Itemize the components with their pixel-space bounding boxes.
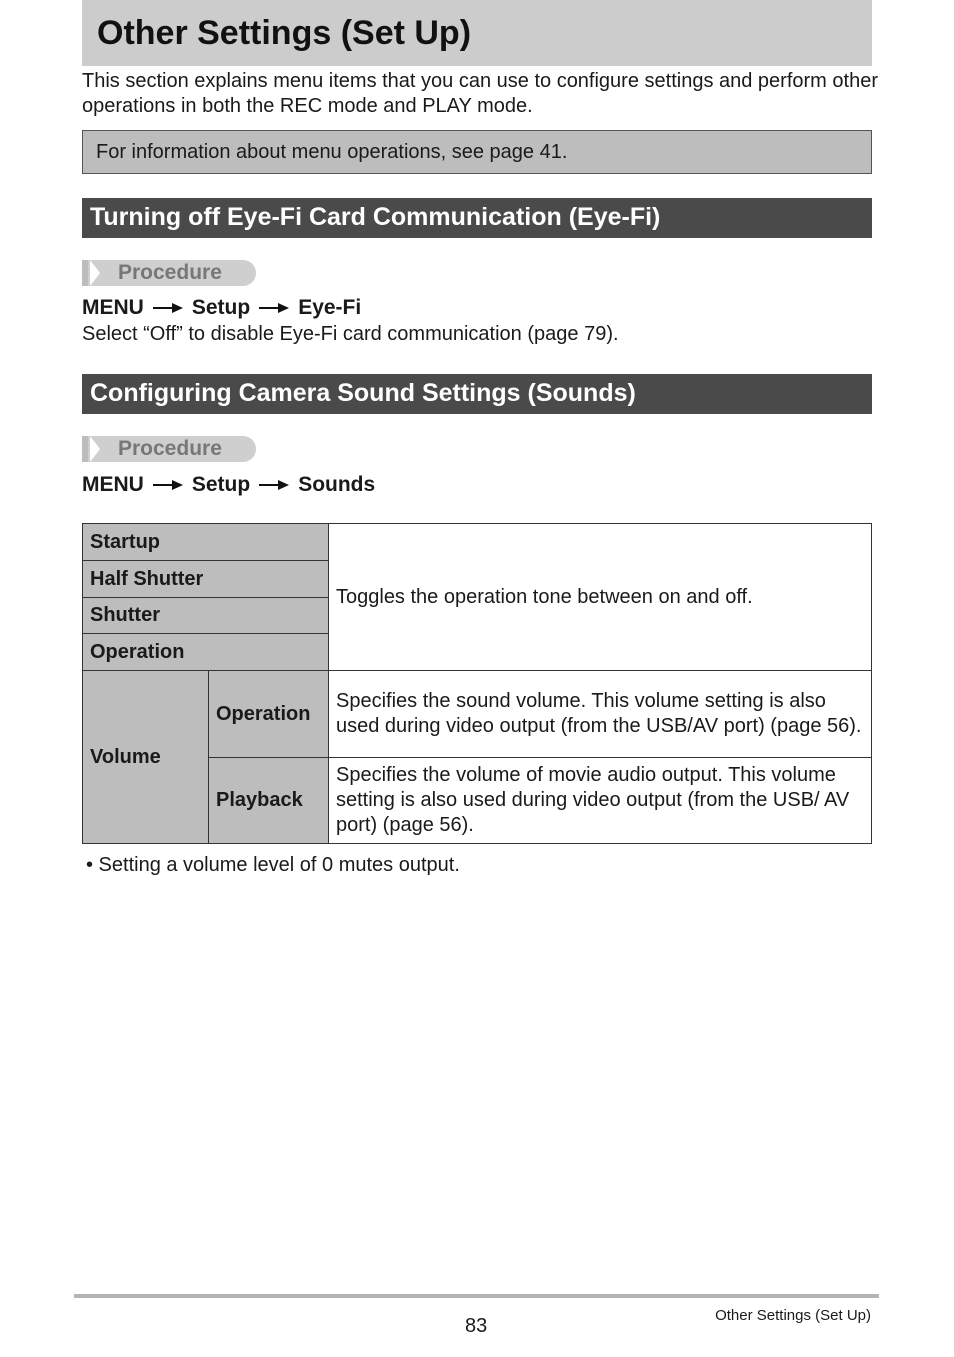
row-header: Volume xyxy=(83,671,209,844)
row-header: Startup xyxy=(83,524,329,561)
arrow-right-icon xyxy=(259,479,289,491)
eye-fi-description: Select “Off” to disable Eye-Fi card communication (page 79). xyxy=(82,323,619,345)
row-header: Shutter xyxy=(83,598,329,634)
table-row xyxy=(83,671,872,758)
row-description: Specifies the volume of movie audio output. This volume setting is also used during video output (from the USB/ AV port) (page 56). xyxy=(329,758,872,844)
procedure-label: Procedure xyxy=(118,261,222,284)
info-box xyxy=(82,130,872,174)
row-description: Toggles the operation tone between on and off. xyxy=(329,524,872,671)
footer-divider xyxy=(74,1294,879,1298)
path-step: Setup xyxy=(191,296,251,319)
intro-paragraph: This section explains menu items that you can use to configure settings and perform other operations in both the REC mode and PLAY mode. xyxy=(82,70,878,117)
note-bullet: • Setting a volume level of 0 mutes output. xyxy=(86,854,460,876)
menu-path-eye-fi xyxy=(82,296,361,320)
row-description: Specifies the sound volume. This volume setting is also used during video output (from the USB/AV port) (page 56). xyxy=(329,671,872,758)
arrow-right-icon xyxy=(153,302,183,314)
row-subheader: Playback xyxy=(209,758,329,844)
path-step: Eye-Fi xyxy=(298,296,362,319)
info-box-text: For information about menu operations, see page 41. xyxy=(96,141,568,163)
procedure-tag xyxy=(82,260,256,286)
row-header: Half Shutter xyxy=(83,561,329,598)
page-number: 83 xyxy=(465,1315,488,1337)
section-heading-text: Turning off Eye-Fi Card Communication (Eye-Fi) xyxy=(90,203,661,231)
page-title: Other Settings (Set Up) xyxy=(97,14,472,52)
row-subheader: Operation xyxy=(209,671,329,758)
chevron-right-icon xyxy=(90,436,100,462)
footer-section-title: Other Settings (Set Up) xyxy=(715,1307,871,1324)
procedure-tag xyxy=(82,436,256,462)
title-band xyxy=(82,0,872,66)
path-step: MENU xyxy=(82,296,144,319)
path-step: MENU xyxy=(82,473,144,496)
path-step: Setup xyxy=(191,473,251,496)
sounds-table xyxy=(82,523,872,844)
arrow-right-icon xyxy=(153,479,183,491)
section-heading-text: Configuring Camera Sound Settings (Sounds) xyxy=(90,379,636,407)
section-heading-sounds xyxy=(82,374,872,414)
path-step: Sounds xyxy=(298,473,376,496)
menu-path-sounds xyxy=(82,473,375,497)
table-row xyxy=(83,524,872,561)
chevron-right-icon xyxy=(90,260,100,286)
row-header: Operation xyxy=(83,634,329,671)
arrow-right-icon xyxy=(259,302,289,314)
procedure-label: Procedure xyxy=(118,437,222,460)
section-heading-eye-fi xyxy=(82,198,872,238)
